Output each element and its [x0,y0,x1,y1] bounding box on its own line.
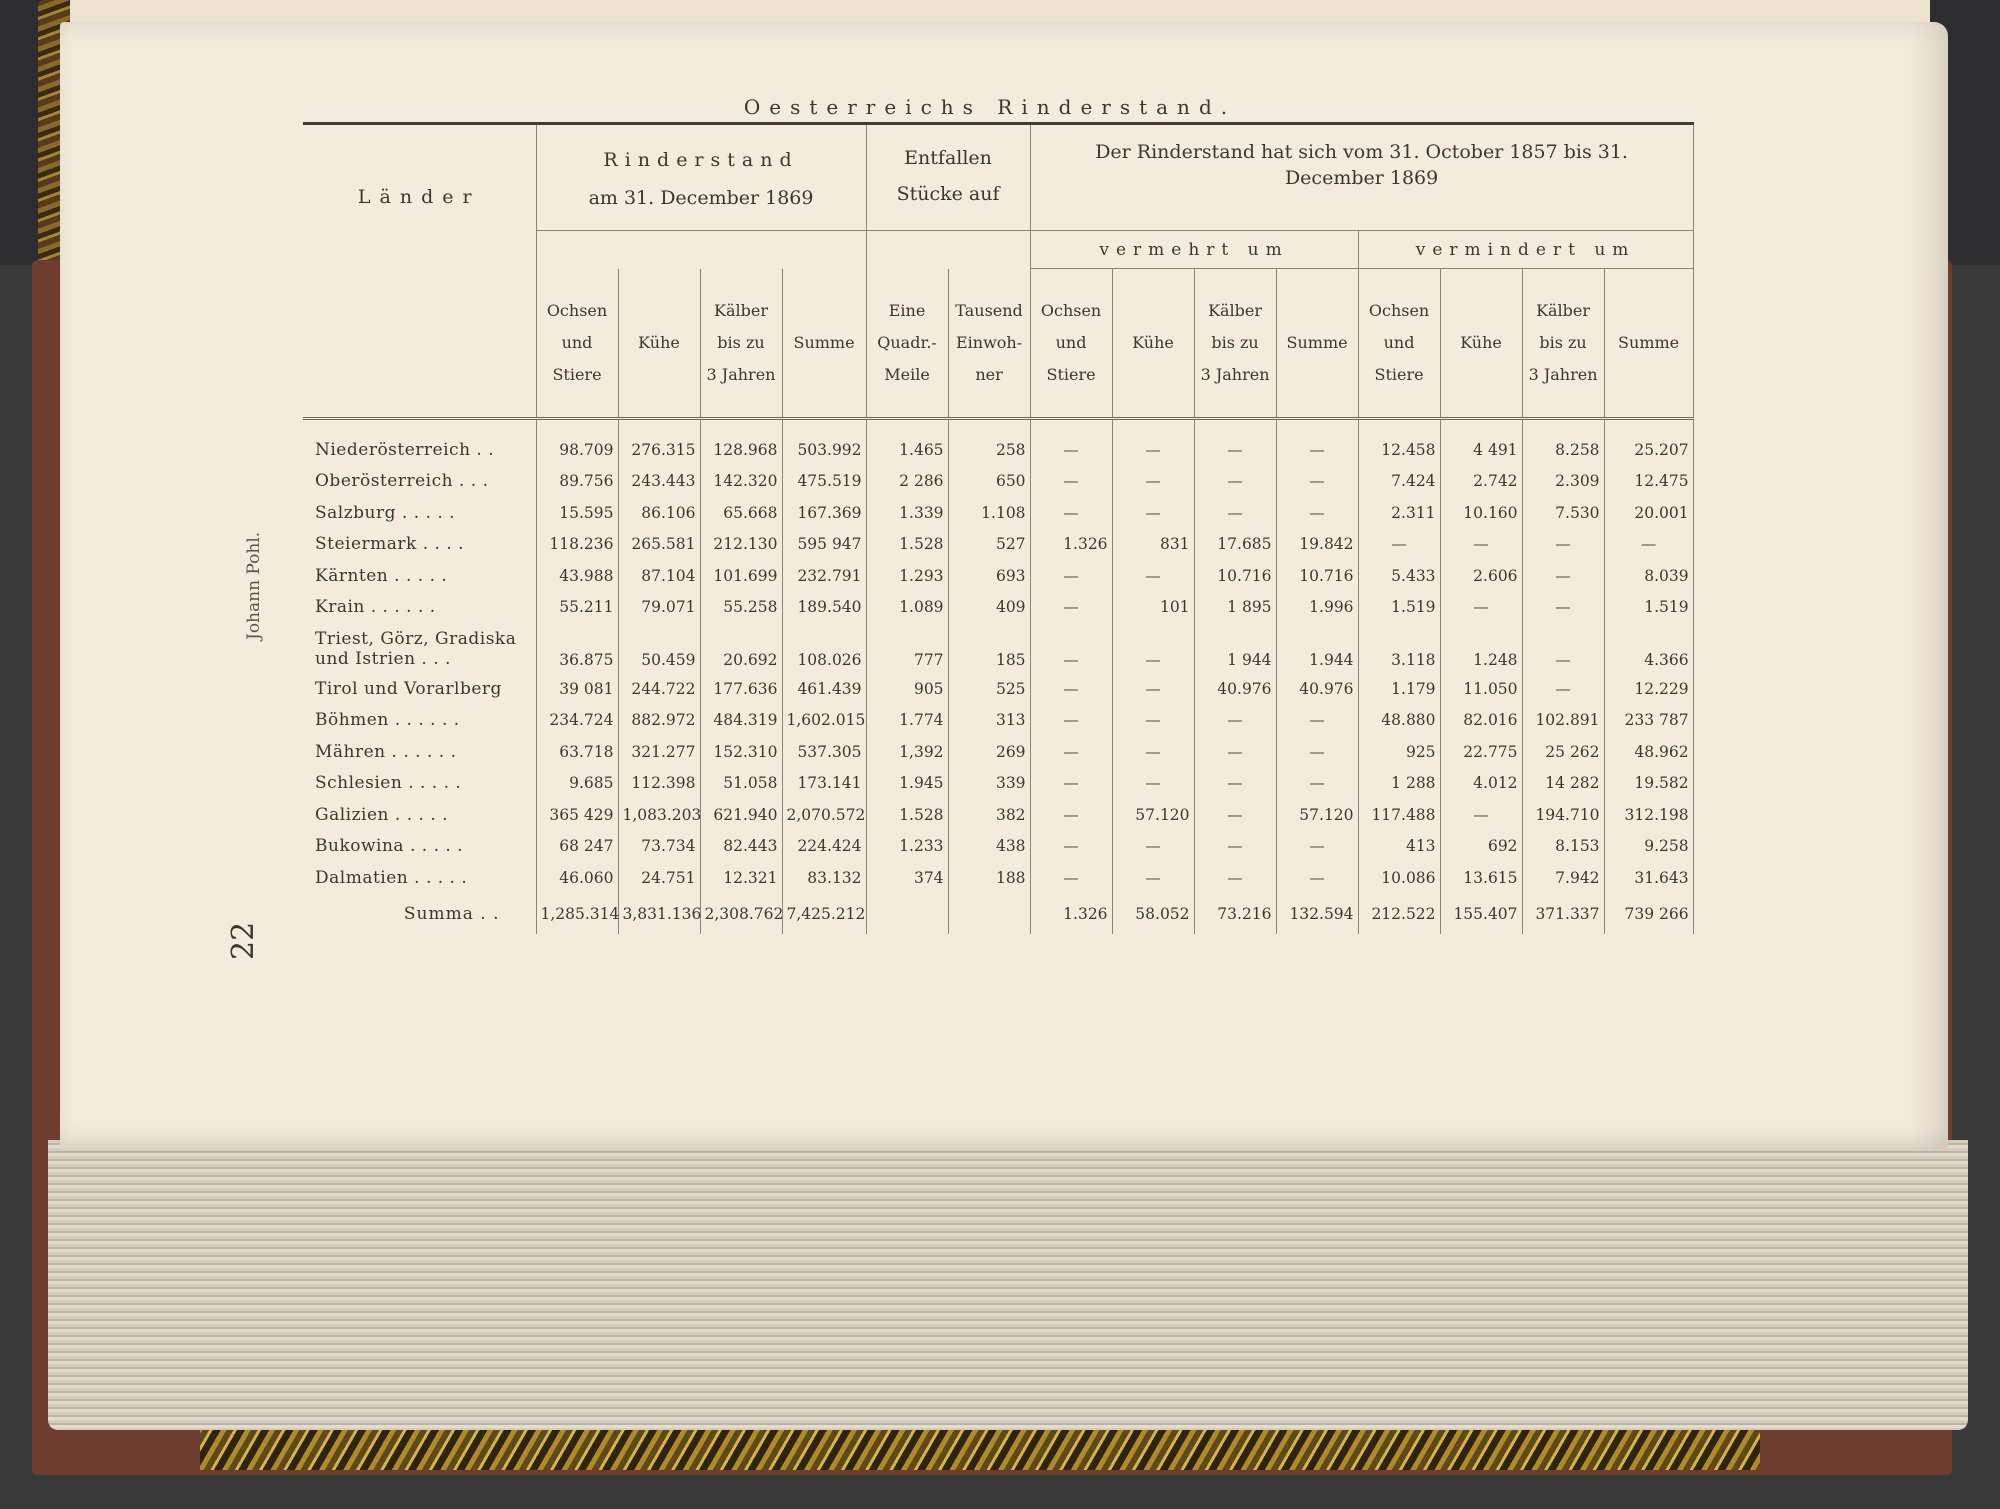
table-cell: 17.685 [1194,529,1276,561]
table-cell: 461.439 [782,673,866,705]
table-cell: 10.160 [1440,497,1522,529]
table-row [303,736,1693,768]
table-cell: — [1276,466,1358,498]
table-cell: 525 [948,673,1030,705]
table-cell: 232.791 [782,560,866,592]
table-cell: 7.530 [1522,497,1604,529]
table-cell: 188 [948,862,1030,894]
table-cell: 413 [1358,831,1440,863]
table-cell: 8.039 [1604,560,1693,592]
table-cell: 152.310 [700,736,782,768]
col-summe-1: Summe [782,269,866,419]
table-cell: — [1522,623,1604,673]
table-cell: — [1194,736,1276,768]
table-cell: — [1194,862,1276,894]
table-cell: 2,070.572 [782,799,866,831]
table-cell: 243.443 [618,466,700,498]
table-cell: 269 [948,736,1030,768]
header-blank-2 [866,231,1030,269]
summa-label: Summa . . [303,894,536,934]
table-cell: — [1030,623,1112,673]
table-cell: 12.321 [700,862,782,894]
summa-cell: 132.594 [1276,894,1358,934]
summa-cell: 1.326 [1030,894,1112,934]
header-vermehrt: vermehrt um [1030,231,1358,269]
table-cell: 3.118 [1358,623,1440,673]
table-cell: 101 [1112,592,1194,624]
row-label: Dalmatien . . . . . [303,862,536,894]
table-cell: — [1276,419,1358,466]
table-cell: 374 [866,862,948,894]
table-cell: — [1276,831,1358,863]
table-cell: 925 [1358,736,1440,768]
table-cell: 12.475 [1604,466,1693,498]
table-cell: — [1112,705,1194,737]
col-kuhe-1: Kühe [618,269,700,419]
table-cell: 1.528 [866,799,948,831]
table-cell: 1.945 [866,768,948,800]
table-cell: 2.606 [1440,560,1522,592]
table-cell: — [1030,592,1112,624]
table-cell: 484.319 [700,705,782,737]
col-summe-2: Summe [1276,269,1358,419]
table-row [303,592,1693,624]
col-summe-3: Summe [1604,269,1693,419]
table-cell: — [1522,529,1604,561]
table-cell: 24.751 [618,862,700,894]
col-ochsen-3: Ochsen und Stiere [1358,269,1440,419]
table-cell: — [1440,529,1522,561]
table-cell: 2 286 [866,466,948,498]
table-cell: — [1276,862,1358,894]
row-label: Triest, Görz, Gradiska und Istrien . . . [303,623,536,673]
row-label: Mähren . . . . . . [303,736,536,768]
table-cell: 8.258 [1522,419,1604,466]
table-cell: 48.880 [1358,705,1440,737]
table-cell: 1 895 [1194,592,1276,624]
row-label: Schlesien . . . . . [303,768,536,800]
table-cell: 9.258 [1604,831,1693,863]
table-cell: 7.424 [1358,466,1440,498]
table-cell: 339 [948,768,1030,800]
table-row [303,831,1693,863]
table-cell: — [1112,862,1194,894]
table-cell: 57.120 [1276,799,1358,831]
table-cell: 312.198 [1604,799,1693,831]
table-cell: 693 [948,560,1030,592]
table-cell: 101.699 [700,560,782,592]
table-cell: 19.582 [1604,768,1693,800]
table-cell: — [1440,799,1522,831]
table-cell: 1.519 [1604,592,1693,624]
table-cell: 503.992 [782,419,866,466]
table-cell: 98.709 [536,419,618,466]
table-cell: 12.229 [1604,673,1693,705]
row-label: Bukowina . . . . . [303,831,536,863]
header-entfallen-sub: Stücke auf [866,177,1030,231]
table-cell: 10.086 [1358,862,1440,894]
page-edges [48,1140,1968,1430]
table-cell: — [1030,799,1112,831]
table-cell: 537.305 [782,736,866,768]
table-cell: 89.756 [536,466,618,498]
table-cell: 1 288 [1358,768,1440,800]
table-cell: 43.988 [536,560,618,592]
table-cell: 102.891 [1522,705,1604,737]
table-cell: — [1522,560,1604,592]
table-cell: 48.962 [1604,736,1693,768]
table-cell: 51.058 [700,768,782,800]
table-row [303,862,1693,894]
table-cell: 233 787 [1604,705,1693,737]
summa-cell: 73.216 [1194,894,1276,934]
running-head: Oesterreichs Rinderstand. [743,95,1237,119]
table-cell: 224.424 [782,831,866,863]
table-cell: — [1112,466,1194,498]
summa-cell: 2,308.762 [700,894,782,934]
table-cell: — [1112,419,1194,466]
table-row [303,497,1693,529]
table-cell: 194.710 [1522,799,1604,831]
header-change-title [1030,124,1693,231]
table-cell: 5.433 [1358,560,1440,592]
table-body [303,419,1693,934]
summa-cell [866,894,948,934]
table-row [303,705,1693,737]
table-cell: — [1030,560,1112,592]
table-cell: 25 262 [1522,736,1604,768]
table-cell: 831 [1112,529,1194,561]
table-cell: 86.106 [618,497,700,529]
table-cell: — [1604,529,1693,561]
table-cell: 650 [948,466,1030,498]
header-lander: Länder [303,124,536,269]
table-cell: 142.320 [700,466,782,498]
table-cell: 1.944 [1276,623,1358,673]
table-cell: 475.519 [782,466,866,498]
table-cell: 73.734 [618,831,700,863]
table-cell: 117.488 [1358,799,1440,831]
table-cell: — [1522,592,1604,624]
table-cell: 1 944 [1194,623,1276,673]
table-cell: 1.248 [1440,623,1522,673]
table-cell: 365 429 [536,799,618,831]
table-cell: 409 [948,592,1030,624]
table-cell: 9.685 [536,768,618,800]
table-cell: 20.692 [700,623,782,673]
table-cell: 11.050 [1440,673,1522,705]
table-cell: — [1030,673,1112,705]
header-entfallen: Entfallen [866,124,1030,177]
col-kalber-2: Kälber bis zu 3 Jahren [1194,269,1276,419]
table-cell: 1.179 [1358,673,1440,705]
table-cell: 39 081 [536,673,618,705]
summa-cell: 58.052 [1112,894,1194,934]
col-ochsen-2: Ochsen und Stiere [1030,269,1112,419]
table-cell: 10.716 [1276,560,1358,592]
col-kuhe-3: Kühe [1440,269,1522,419]
table-cell: — [1276,705,1358,737]
table-row [303,768,1693,800]
table-cell: 4.366 [1604,623,1693,673]
table-cell: 55.211 [536,592,618,624]
table-cell: 189.540 [782,592,866,624]
col-kalber-3: Kälber bis zu 3 Jahren [1522,269,1604,419]
summa-cell: 371.337 [1522,894,1604,934]
table-cell: — [1112,497,1194,529]
table-cell: — [1358,529,1440,561]
table-cell: — [1112,623,1194,673]
table-cell: — [1112,768,1194,800]
table-cell: 382 [948,799,1030,831]
table-cell: — [1194,497,1276,529]
col-kuhe-2: Kühe [1112,269,1194,419]
table-cell: — [1030,497,1112,529]
table-cell: 595 947 [782,529,866,561]
table-row [303,799,1693,831]
summa-cell: 1,285.314 [536,894,618,934]
table-cell: — [1276,497,1358,529]
table-cell: 313 [948,705,1030,737]
col-quadratmeile: Eine Quadr.- Meile [866,269,948,419]
table-cell: — [1112,673,1194,705]
table-cell: 1.774 [866,705,948,737]
table-cell: 31.643 [1604,862,1693,894]
col-kalber-1: Kälber bis zu 3 Jahren [700,269,782,419]
table-cell: 167.369 [782,497,866,529]
table-cell: — [1440,592,1522,624]
table-cell: 65.668 [700,497,782,529]
table-cell: 882.972 [618,705,700,737]
table-cell: 15.595 [536,497,618,529]
table-cell: 1.233 [866,831,948,863]
row-label: Böhmen . . . . . . [303,705,536,737]
table-cell: 234.724 [536,705,618,737]
table-cell: 19.842 [1276,529,1358,561]
row-label: Salzburg . . . . . [303,497,536,529]
table-cell: 1,392 [866,736,948,768]
table-cell: 87.104 [618,560,700,592]
table-cell: 40.976 [1276,673,1358,705]
table-cell: 63.718 [536,736,618,768]
table-cell: 22.775 [1440,736,1522,768]
summa-cell [948,894,1030,934]
table-cell: 7.942 [1522,862,1604,894]
table-cell: — [1194,799,1276,831]
table-cell: 1.519 [1358,592,1440,624]
table-cell: 10.716 [1194,560,1276,592]
table-cell: 1.996 [1276,592,1358,624]
header-change-title-text: Der Rinderstand hat sich vom 31. October 1857 bis 31. December 1869 [1095,141,1628,189]
table-cell: 4.012 [1440,768,1522,800]
summa-cell: 3,831.136 [618,894,700,934]
table-cell: 265.581 [618,529,700,561]
header-rinderstand: Rinderstand [536,124,866,177]
table-cell: 40.976 [1194,673,1276,705]
row-label: Niederösterreich . . [303,419,536,466]
table-cell: 46.060 [536,862,618,894]
table-cell: 621.940 [700,799,782,831]
table-cell: 25.207 [1604,419,1693,466]
summa-cell: 155.407 [1440,894,1522,934]
table-cell: — [1194,831,1276,863]
table-cell: 8.153 [1522,831,1604,863]
table-cell: 79.071 [618,592,700,624]
table-cell: 13.615 [1440,862,1522,894]
header-lander-lower [303,269,536,419]
summa-row [303,894,1693,934]
table-cell: 12.458 [1358,419,1440,466]
row-label: Oberösterreich . . . [303,466,536,498]
summa-cell: 739 266 [1604,894,1693,934]
table-cell: 82.443 [700,831,782,863]
table-cell: — [1030,466,1112,498]
table-cell: 108.026 [782,623,866,673]
table-cell: — [1030,862,1112,894]
table-cell: 82.016 [1440,705,1522,737]
table-cell: 438 [948,831,1030,863]
table-cell: 173.141 [782,768,866,800]
table-cell: — [1194,768,1276,800]
table-cell: 777 [866,623,948,673]
summa-cell: 7,425.212 [782,894,866,934]
table-cell: 118.236 [536,529,618,561]
table-cell: 1,602.015 [782,705,866,737]
table-row [303,419,1693,466]
table-cell: — [1522,673,1604,705]
table-cell: 20.001 [1604,497,1693,529]
col-tausend-einwohner: Tausend Einwoh- ner [948,269,1030,419]
table-cell: 1.465 [866,419,948,466]
table-cell: 2.742 [1440,466,1522,498]
table-row [303,623,1693,673]
page-number: 22 [226,921,261,960]
table-row [303,560,1693,592]
author-name: Johann Pohl. [244,531,264,640]
row-label: Krain . . . . . . [303,592,536,624]
table-cell: — [1112,831,1194,863]
table-cell: — [1030,736,1112,768]
table-cell: 1.089 [866,592,948,624]
table-cell: 83.132 [782,862,866,894]
table-cell: — [1030,705,1112,737]
row-label: Kärnten . . . . . [303,560,536,592]
table-cell: 55.258 [700,592,782,624]
col-ochsen-1: Ochsen und Stiere [536,269,618,419]
table-cell: 14 282 [1522,768,1604,800]
table-cell: — [1112,560,1194,592]
table-cell: 905 [866,673,948,705]
table-cell: 2.309 [1522,466,1604,498]
row-label: Steiermark . . . . [303,529,536,561]
table-cell: 276.315 [618,419,700,466]
table-cell: — [1112,736,1194,768]
table-cell: 1.326 [1030,529,1112,561]
table-cell: 36.875 [536,623,618,673]
table-cell: — [1276,736,1358,768]
table-cell: 692 [1440,831,1522,863]
summa-cell: 212.522 [1358,894,1440,934]
row-label: Galizien . . . . . [303,799,536,831]
row-label: Tirol und Vorarlberg [303,673,536,705]
table-cell: — [1194,705,1276,737]
table-cell: 4 491 [1440,419,1522,466]
table-cell: 50.459 [618,623,700,673]
table-row [303,673,1693,705]
table-cell: 1.293 [866,560,948,592]
table-cell: 1.528 [866,529,948,561]
table-cell: 1.108 [948,497,1030,529]
table-cell: 1,083.203 [618,799,700,831]
table-cell: 185 [948,623,1030,673]
header-blank-1 [536,231,866,269]
table-row [303,529,1693,561]
table-cell: 527 [948,529,1030,561]
cattle-table [303,122,1694,934]
table-cell: 2.311 [1358,497,1440,529]
table-row [303,466,1693,498]
table-cell: — [1276,768,1358,800]
table-cell: 212.130 [700,529,782,561]
table-cell: 177.636 [700,673,782,705]
table-cell: — [1194,419,1276,466]
table-cell: — [1194,466,1276,498]
table-cell: 57.120 [1112,799,1194,831]
table-cell: 68 247 [536,831,618,863]
table-cell: 258 [948,419,1030,466]
header-rinderstand-date: am 31. December 1869 [536,177,866,231]
table-cell: — [1030,831,1112,863]
table-cell: 1.339 [866,497,948,529]
table-cell: 244.722 [618,673,700,705]
table-cell: 112.398 [618,768,700,800]
table-cell: 321.277 [618,736,700,768]
table-cell: — [1030,419,1112,466]
table-cell: 128.968 [700,419,782,466]
table-cell: — [1030,768,1112,800]
header-vermindert: vermindert um [1358,231,1693,269]
